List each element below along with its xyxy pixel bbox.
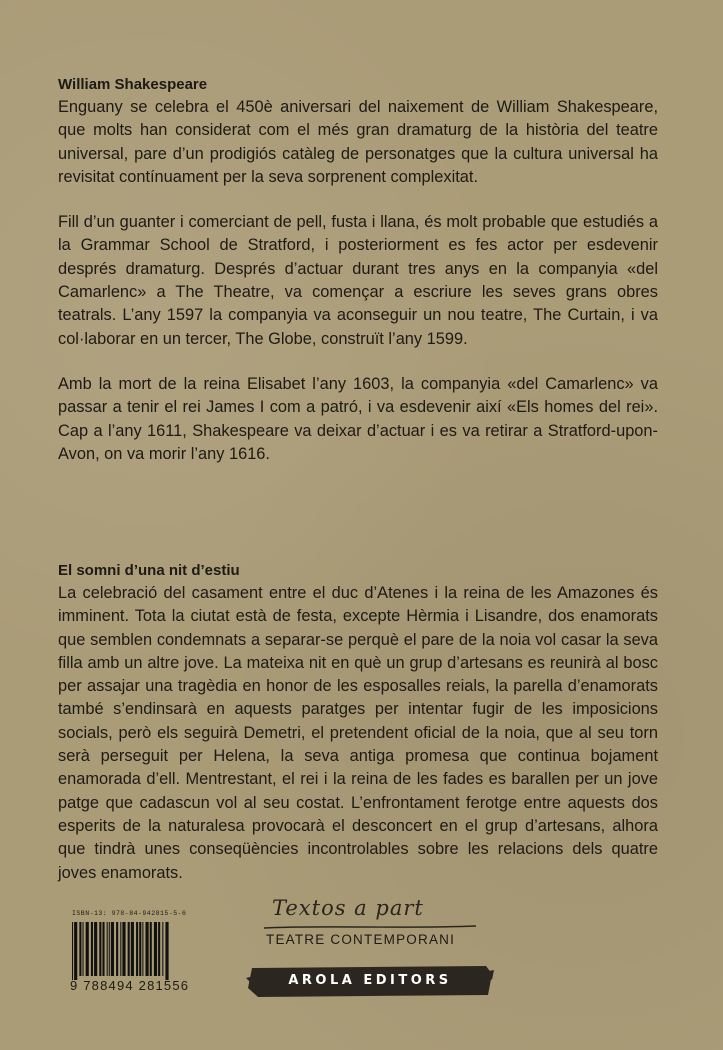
isbn-label: ISBN-13: 978-84-942815-5-6 xyxy=(72,910,187,917)
barcode-bar xyxy=(109,922,110,976)
barcode-bar xyxy=(111,922,114,976)
barcode-bar xyxy=(72,922,73,980)
play-synopsis: La celebració del casament entre el duc d’Atenes i la reina de les Amazones és imminent. Tota la ciutat està de festa, excepte Hèrmia i Lisandre, dos enamorats que semblen condemnats a separar-se perquè el pare de la noia vol casar la seva filla amb un altre jove. La mateixa nit en què un grup d’artesans es reunirà al bosc per assajar una tragèdia en honor de les esposalles reials, la parella d’enamorats també s’endinsarà en aquests paratges per intentar fugir de les imposicions socials, però els seguirà Demetri, el pretendent oficial de la noia, que al seu torn serà perseguit per Helena, la seva antiga promesa que continua bojament enamorada d’ell. Mentrestant, el rei i la reina de les fades es barallen per un jove patge que cadascun vol al seu costat. L’enfrontament ferotge entre aquests dos esperits de la naturalesa provocarà el desconcert en el grup d’artesans, alhora que tindrà unes conseqüències incontrolables sobre les relacions dels quatre joves enamorats. xyxy=(58,584,658,882)
author-paragraph-3: Amb la mort de la reina Elisabet l’any 1603, la companyia «del Camarlenc» va passar a tenir el rei James I com a patró, i va esdevenir així «Els homes del rei». Cap a l’any 1611, Shakespeare va deixar d’actuar i es va retirar a Stratford-upon-Avon, on va morir l’any 1616. xyxy=(58,374,658,463)
author-paragraph-1: Enguany se celebra el 450è aniversari del naixement de William Shakespeare, que molts han considerat com el més gran dramaturg de la història del teatre universal, pare d’un prodigiós catàleg de personatges que la cultura universal ha revisitat contínuament per la seva sorprenent complexitat. xyxy=(58,98,658,186)
barcode-bar xyxy=(158,922,160,976)
barcode-number: 9 788494 281556 xyxy=(70,978,190,993)
barcode-bar xyxy=(165,922,168,980)
barcode-bar xyxy=(162,922,163,976)
barcode-bar xyxy=(107,922,108,976)
barcode-bar xyxy=(136,922,138,976)
barcode-bar xyxy=(83,922,84,976)
barcode-bar xyxy=(122,922,125,976)
publisher-name: AROLA EDITORS xyxy=(288,973,452,988)
barcode-bar xyxy=(150,922,152,976)
barcode-bar xyxy=(142,922,143,976)
barcode-block xyxy=(70,910,230,993)
barcode-image xyxy=(70,922,222,980)
author-paragraph-2: Fill d’un guanter i comerciant de pell, fusta i llana, és molt probable que estudiés a la Grammar School de Stratford, i posteriorment es fes actor per esdevenir després dramaturg. Després d’actuar durant tres anys en la companyia «del Camarlenc» a The Theatre, va començar a escriure les seves grans obres teatrals. L’any 1597 la companyia va aconseguir un nou teatre, The Curtain, i va col·laborar en un tercer, The Globe, construït l’any 1599. xyxy=(58,213,658,348)
barcode-bar xyxy=(91,922,93,976)
barcode-bar xyxy=(99,922,101,976)
collection-name: Textos a part xyxy=(272,896,424,920)
barcode-bar xyxy=(146,922,149,976)
collection-underline xyxy=(262,924,478,930)
barcode-bar xyxy=(116,922,118,976)
barcode-bar xyxy=(94,922,97,976)
barcode-bar xyxy=(139,922,141,976)
section-author xyxy=(58,74,658,466)
section-title-play: El somni d’una nit d’estiu xyxy=(58,562,240,579)
barcode-bar xyxy=(131,922,134,976)
barcode-bar xyxy=(120,922,121,976)
barcode-bar xyxy=(74,922,77,980)
collection-subtitle: TEATRE CONTEMPORANI xyxy=(266,932,456,947)
barcode-bar xyxy=(154,922,157,976)
section-play xyxy=(58,560,658,885)
barcode-bar xyxy=(102,922,104,976)
publisher-logo xyxy=(246,964,494,998)
barcode-bar xyxy=(86,922,89,976)
section-title-author: William Shakespeare xyxy=(58,76,208,93)
barcode-bar xyxy=(128,922,130,976)
barcode-bar xyxy=(79,922,81,976)
